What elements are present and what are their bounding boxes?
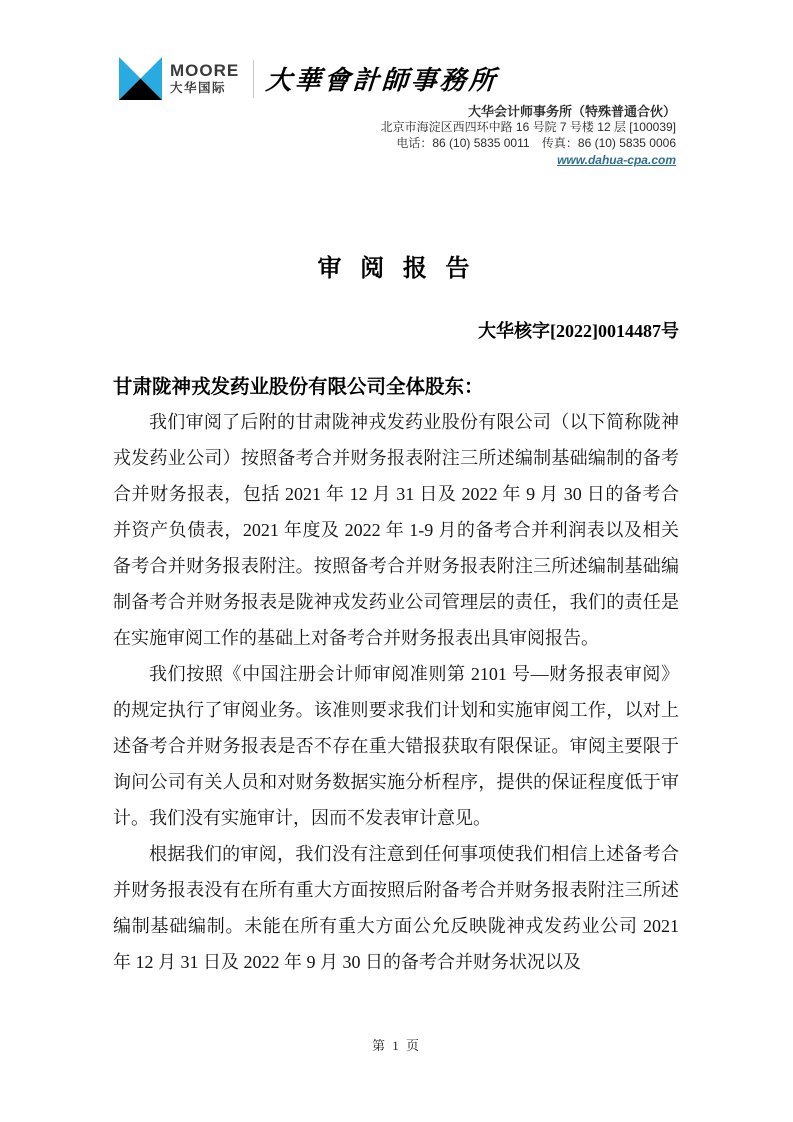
phone-label: 电话：86 (10) 5835 0011 [396,135,530,150]
report-title: 审 阅 报 告 [317,255,476,282]
brand-wordmark [170,62,239,95]
firm-calligraphy-name: 大華會計師事務所 [265,66,500,96]
body-paragraphs [113,404,679,980]
page-footer [0,1035,793,1055]
website-line [381,152,676,168]
phone-fax-line [381,136,676,152]
brand-name-cn: 大华国际 [170,81,227,96]
reference-number: 大华核字[2022]0014487号 [478,321,679,341]
paragraph-3: 根据我们的审阅，我们没有注意到任何事项使我们相信上述备考合并财务报表没有在所有重大方面按照后附备考合并财务报表附注三所述编制基础编制。未能在所有重大方面公允反映陇神戎发药业公司 2021 年 12 月 31 日及 2022 年 9 月 30 日的备考合并财务状况以及 [113,844,679,972]
page-number: 第 1 页 [371,1038,421,1053]
address-line: 北京市海淀区西四环中路 16 号院 7 号楼 12 层 [100039] [380,120,676,134]
website-link[interactable]: www.dahua-cpa.com [557,153,676,167]
address-block [381,104,676,168]
brand-name: MOORE [170,61,240,81]
moore-logo-icon [118,57,163,100]
firm-line: 大华会计师事务所（特殊普通合伙） [467,104,676,119]
paragraph-2: 我们按照《中国注册会计师审阅准则第 2101 号—财务报表审阅》的规定执行了审阅业务。该准则要求我们计划和实施审阅工作，以对上述备考合并财务报表是否不存在重大错报获取有限保证。审阅主要限于询问公司有关人员和对财务数据实施分析程序，提供的保证程度低于审计。我们没有实施审计，因而不发表审计意见。 [113,664,679,828]
addressee: 甘肃陇神戎发药业股份有限公司全体股东： [113,377,484,398]
paragraph-1: 我们审阅了后附的甘肃陇神戎发药业股份有限公司（以下简称陇神戎发药业公司）按照备考合并财务报表附注三所述编制基础编制的备考合并财务报表，包括 2021 年 12 月 31 日及 2022 年 9 月 30 日的备考合并资产负债表，2021 年度及 2022 年 1-9 月的备考合并利润表以及相关备考合并财务报表附注。按照备考合并财务报表附注三所述编制基础编制备考合并财务报表是陇神戎发药业公司管理层的责任，我们的责任是在实施审阅工作的基础上对备考合并财务报表出具审阅报告。 [113,412,679,648]
fax-label: 传真：86 (10) 5835 0006 [541,135,676,150]
letterhead-logo [118,57,498,100]
logo-divider [253,60,254,98]
